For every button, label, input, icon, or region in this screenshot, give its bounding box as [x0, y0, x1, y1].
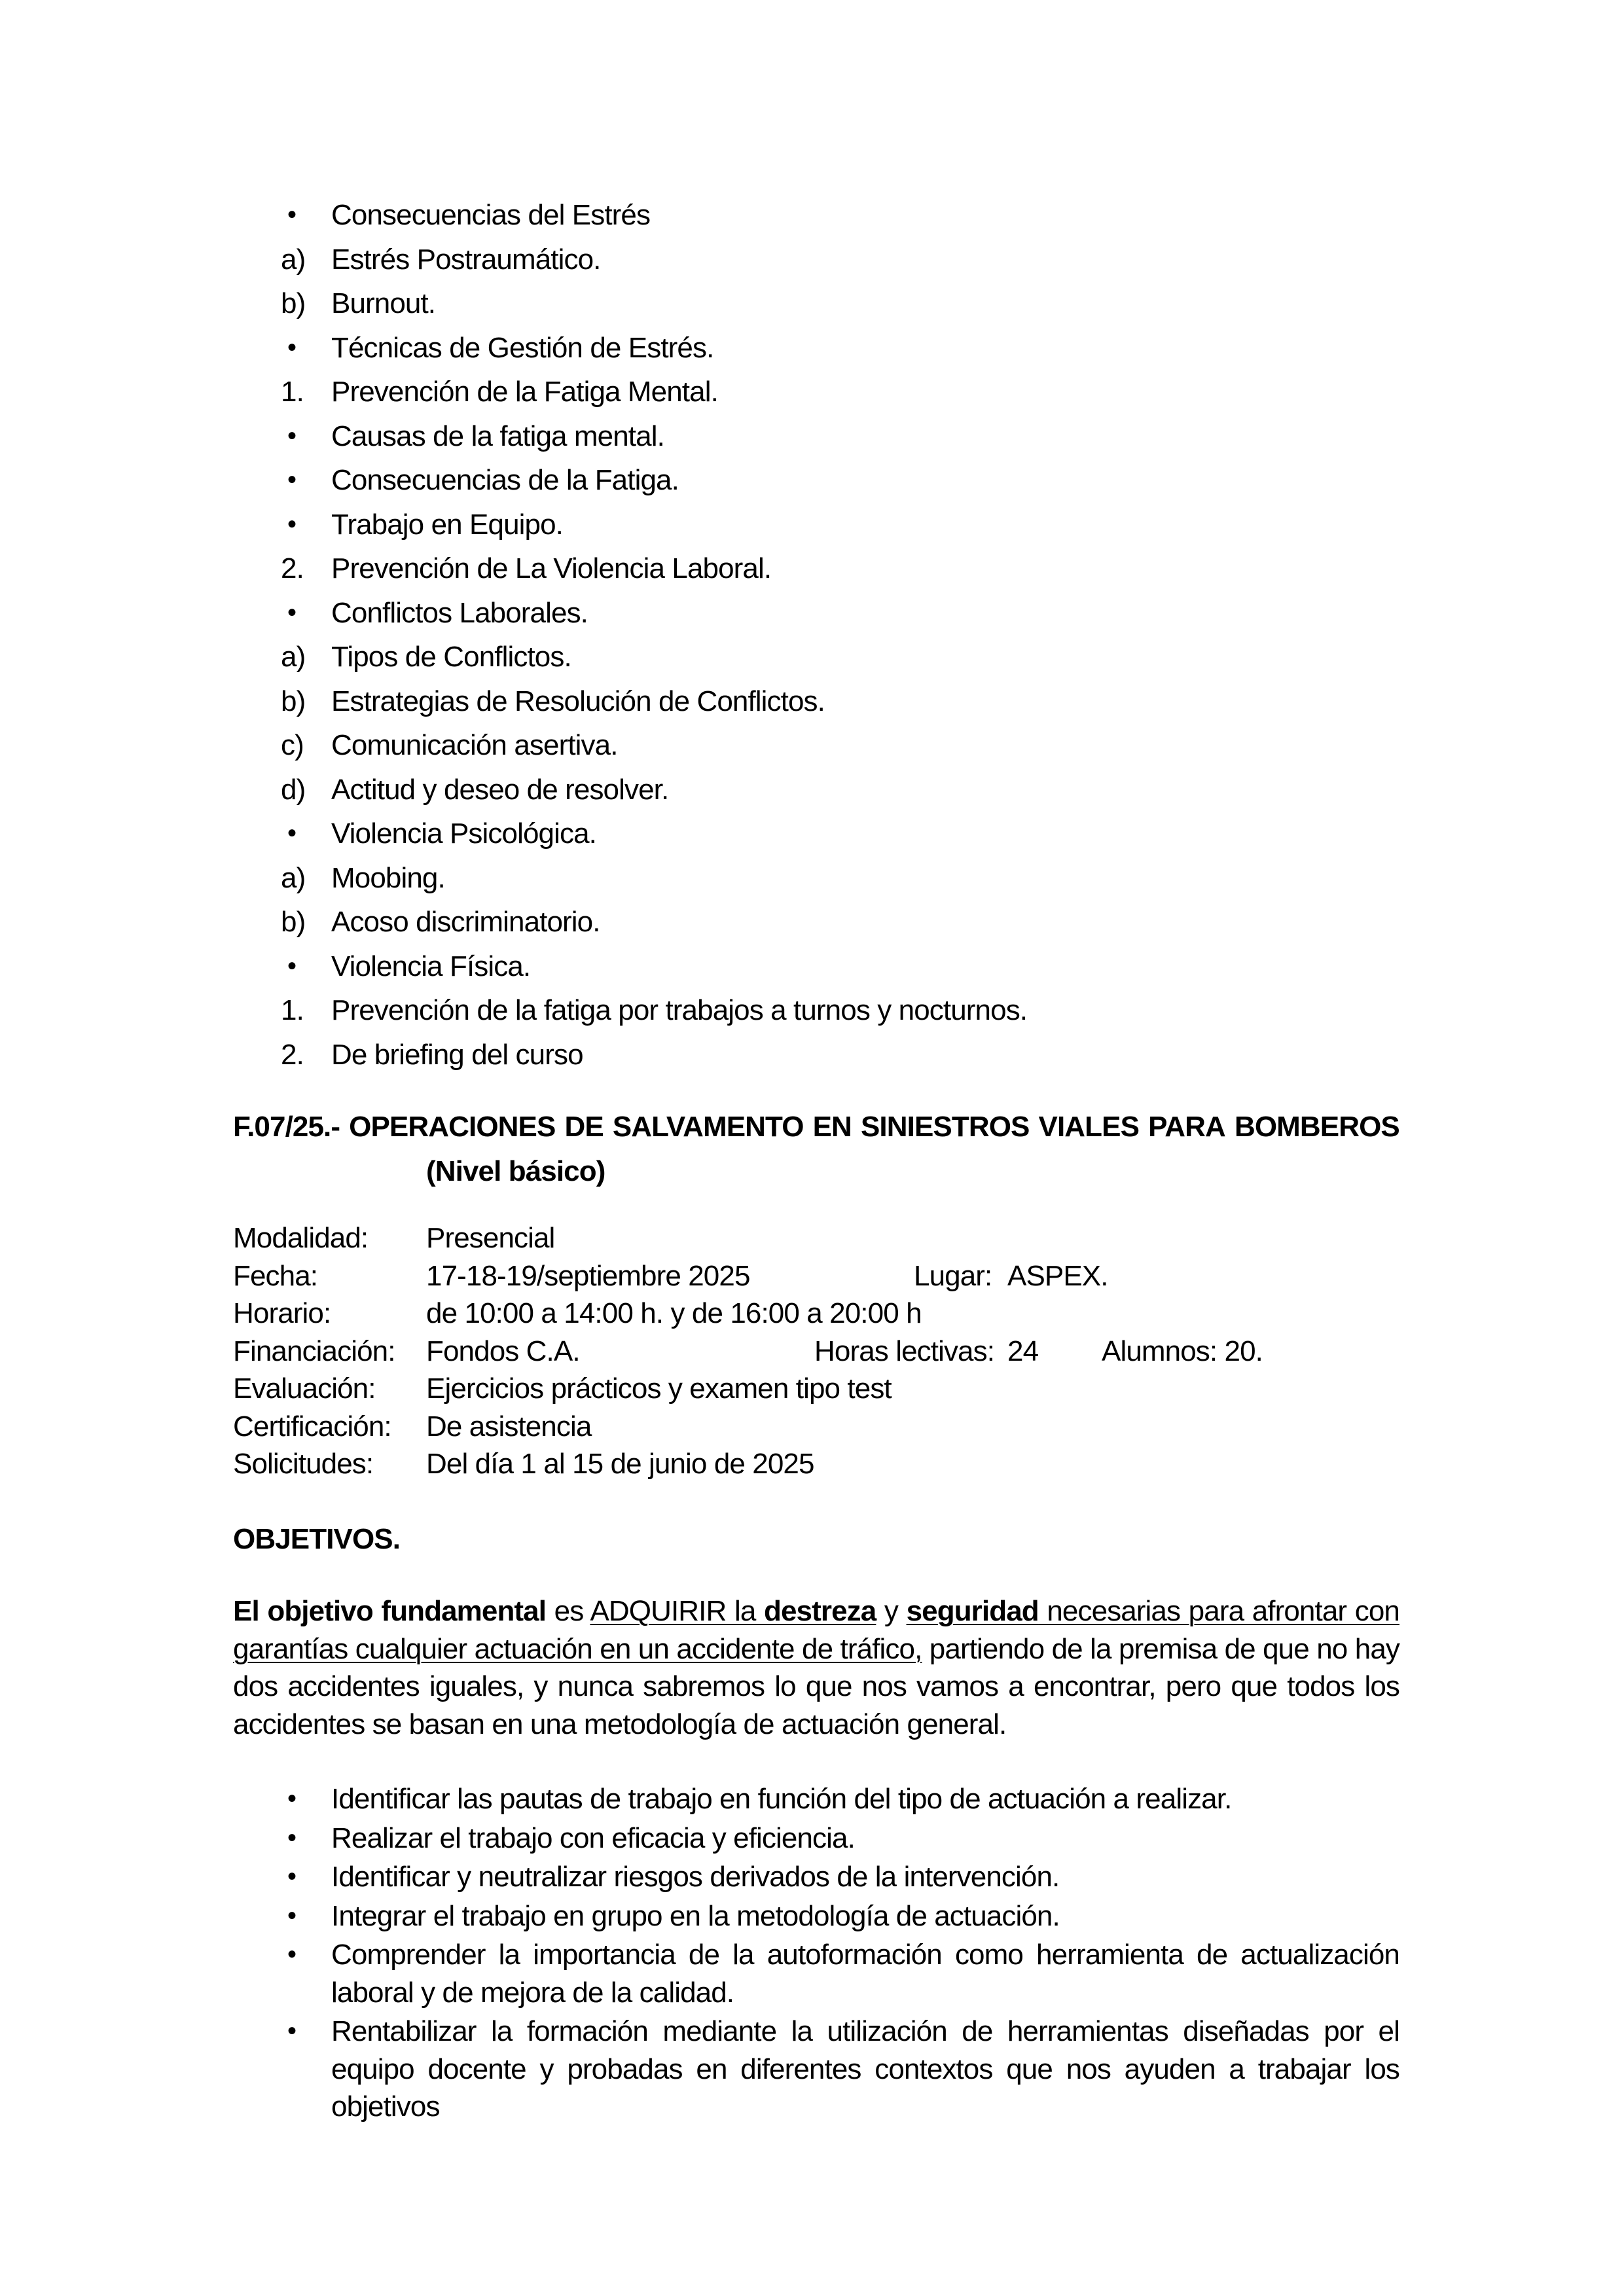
detail-row-solicitudes — [233, 1445, 1411, 1483]
agenda-item-text: Estrategias de Resolución de Conflictos. — [331, 685, 825, 717]
bullet-marker: • — [287, 2017, 297, 2045]
agenda-item-text: Violencia Física. — [331, 950, 531, 982]
course-code: F.07/25.- — [233, 1111, 340, 1143]
course-title-word: SINIESTROS — [860, 1111, 1030, 1143]
detail-value: Fondos C.A. — [426, 1335, 580, 1367]
detail-value: de 10:00 a 14:00 h. y de 16:00 a 20:00 h — [426, 1297, 922, 1329]
bullet-marker: • — [287, 421, 297, 450]
agenda-item — [233, 988, 1411, 1033]
detail-label: Horario: — [233, 1297, 331, 1329]
objective-text: Comprender la importancia de la autoformación como herramienta de actualización laboral y de mejora de la calidad. — [331, 1939, 1399, 2009]
agenda-item-text: Comunicación asertiva. — [331, 729, 618, 761]
agenda-item — [233, 856, 1411, 901]
list-marker: 1. — [281, 994, 304, 1026]
agenda-item — [233, 326, 1411, 370]
detail-label: Modalidad: — [233, 1222, 369, 1254]
bullet-marker: • — [287, 332, 297, 362]
intro-text: partiendo de la premisa de que no hay dos accidentes iguales, y nunca sabremos lo que nos vamos a encontrar, pero que todos los accidentes se basan en una metodología de actuación general. — [233, 1632, 1400, 1740]
agenda-list — [233, 193, 1411, 1077]
agenda-item-text: Trabajo en Equipo. — [331, 508, 563, 541]
agenda-item — [233, 679, 1411, 724]
course-subtitle: (Nivel básico) — [426, 1155, 605, 1187]
objective-item — [233, 1780, 1399, 1818]
intro-underlined: necesarias para afrontar con garantías cualquier actuación en un accidente de tráfico, — [233, 1595, 1399, 1665]
bullet-marker: • — [287, 1784, 297, 1813]
detail-label-horas: Horas lectivas: — [814, 1335, 995, 1367]
objective-text: Identificar las pautas de trabajo en función del tipo de actuación a realizar. — [331, 1783, 1232, 1815]
objective-text: Rentabilizar la formación mediante la utilización de herramientas diseñadas por el equipo docente y probadas en diferentes contextos que nos ayuden a trabajar los objetivos — [331, 2015, 1399, 2123]
list-marker: c) — [281, 729, 304, 761]
intro-bold-underlined: destreza — [763, 1595, 876, 1627]
detail-value: Presencial — [426, 1222, 555, 1254]
intro-bold-underlined: seguridad — [906, 1595, 1039, 1627]
bullet-marker: • — [287, 200, 297, 229]
intro-underlined: la — [726, 1595, 764, 1627]
agenda-item-text: Consecuencias de la Fatiga. — [331, 464, 679, 496]
agenda-item — [233, 238, 1411, 282]
agenda-item-text: Acoso discriminatorio. — [331, 906, 600, 938]
bullet-marker: • — [287, 819, 297, 848]
detail-value-lugar: ASPEX. — [1007, 1259, 1108, 1292]
list-marker: b) — [281, 685, 306, 717]
detail-row-evaluacion — [233, 1370, 1411, 1408]
detail-value: 17-18-19/septiembre 2025 — [426, 1259, 750, 1292]
agenda-item-text: Técnicas de Gestión de Estrés. — [331, 331, 714, 364]
list-marker: 1. — [281, 376, 304, 408]
agenda-item-text: Moobing. — [331, 861, 445, 894]
list-marker: a) — [281, 641, 306, 673]
detail-value: De asistencia — [426, 1410, 592, 1443]
bullet-marker: • — [287, 1823, 297, 1852]
list-marker: d) — [281, 773, 306, 806]
agenda-item-text: De briefing del curso — [331, 1038, 583, 1071]
course-title-word: PARA — [1148, 1111, 1225, 1143]
detail-label: Certificación: — [233, 1410, 391, 1443]
agenda-item — [233, 944, 1411, 989]
agenda-item — [233, 1033, 1411, 1077]
detail-label: Fecha: — [233, 1259, 318, 1292]
agenda-item-text: Conflictos Laborales. — [331, 596, 588, 629]
agenda-item-text: Prevención de la fatiga por trabajos a turnos y nocturnos. — [331, 994, 1028, 1026]
intro-underlined: ADQUIRIR — [590, 1595, 727, 1627]
agenda-item — [233, 193, 1411, 238]
detail-row-financiacion — [233, 1333, 1411, 1371]
bullet-marker: • — [287, 1901, 297, 1930]
objectives-intro — [233, 1592, 1399, 1743]
list-marker: a) — [281, 243, 306, 276]
agenda-item — [233, 281, 1411, 326]
course-title-word: EN — [812, 1111, 852, 1143]
list-marker: a) — [281, 861, 306, 894]
detail-row-modalidad — [233, 1219, 1411, 1257]
detail-label-lugar: Lugar: — [914, 1259, 992, 1292]
objective-text: Identificar y neutralizar riesgos derivados de la intervención. — [331, 1861, 1060, 1893]
objective-item — [233, 2013, 1399, 2126]
intro-bold-lead: El objetivo fundamental — [233, 1595, 547, 1627]
bullet-marker: • — [287, 1940, 297, 1969]
detail-value: Del día 1 al 15 de junio de 2025 — [426, 1448, 814, 1480]
objective-item — [233, 1820, 1399, 1857]
objectives-heading: OBJETIVOS. — [233, 1523, 401, 1555]
objective-item — [233, 1858, 1399, 1896]
intro-text: es — [546, 1595, 590, 1627]
agenda-item — [233, 591, 1411, 636]
course-heading — [233, 1105, 1399, 1193]
agenda-item-text: Prevención de La Violencia Laboral. — [331, 552, 772, 584]
agenda-item-text: Prevención de la Fatiga Mental. — [331, 376, 718, 408]
course-title — [233, 1105, 1399, 1149]
detail-row-horario — [233, 1295, 1411, 1333]
agenda-item — [233, 900, 1411, 944]
objective-text: Integrar el trabajo en grupo en la metodología de actuación. — [331, 1899, 1060, 1932]
agenda-item-text: Causas de la fatiga mental. — [331, 420, 664, 452]
bullet-marker: • — [287, 598, 297, 627]
agenda-item-text: Estrés Postraumático. — [331, 243, 601, 276]
agenda-item — [233, 414, 1411, 459]
objective-text: Realizar el trabajo con eficacia y eficiencia. — [331, 1821, 855, 1854]
detail-row-certificacion — [233, 1408, 1411, 1446]
detail-alumnos: Alumnos: 20. — [1102, 1335, 1263, 1367]
course-title-word: BOMBEROS — [1234, 1111, 1399, 1143]
agenda-item-text: Burnout. — [331, 287, 436, 319]
agenda-item — [233, 503, 1411, 547]
list-marker: 2. — [281, 552, 304, 584]
agenda-item — [233, 370, 1411, 414]
detail-label: Evaluación: — [233, 1372, 376, 1405]
bullet-marker: • — [287, 465, 297, 494]
course-title-word: VIALES — [1038, 1111, 1140, 1143]
bullet-marker: • — [287, 951, 297, 980]
detail-label: Financiación: — [233, 1335, 395, 1367]
objectives-list — [233, 1780, 1399, 2127]
objective-item — [233, 1936, 1399, 2011]
detail-value-horas: 24 — [1007, 1335, 1039, 1367]
bullet-marker: • — [287, 509, 297, 539]
agenda-item — [233, 812, 1411, 856]
agenda-item — [233, 547, 1411, 591]
bullet-marker: • — [287, 1862, 297, 1891]
agenda-item-text: Consecuencias del Estrés — [331, 199, 651, 231]
list-marker: 2. — [281, 1038, 304, 1071]
agenda-item — [233, 458, 1411, 503]
course-title-word: DE — [564, 1111, 604, 1143]
detail-row-fecha — [233, 1257, 1411, 1295]
course-title-word: OPERACIONES — [349, 1111, 556, 1143]
agenda-item-text: Tipos de Conflictos. — [331, 641, 571, 673]
list-marker: b) — [281, 906, 306, 938]
course-title-word: SALVAMENTO — [612, 1111, 804, 1143]
list-marker: b) — [281, 287, 306, 319]
agenda-item — [233, 635, 1411, 679]
agenda-item-text: Actitud y deseo de resolver. — [331, 773, 669, 806]
agenda-item — [233, 723, 1411, 768]
agenda-item — [233, 768, 1411, 812]
objective-item — [233, 1897, 1399, 1935]
course-details — [233, 1219, 1411, 1483]
agenda-item-text: Violencia Psicológica. — [331, 817, 596, 850]
detail-value: Ejercicios prácticos y examen tipo test — [426, 1372, 892, 1405]
intro-text: y — [876, 1595, 907, 1627]
detail-label: Solicitudes: — [233, 1448, 374, 1480]
